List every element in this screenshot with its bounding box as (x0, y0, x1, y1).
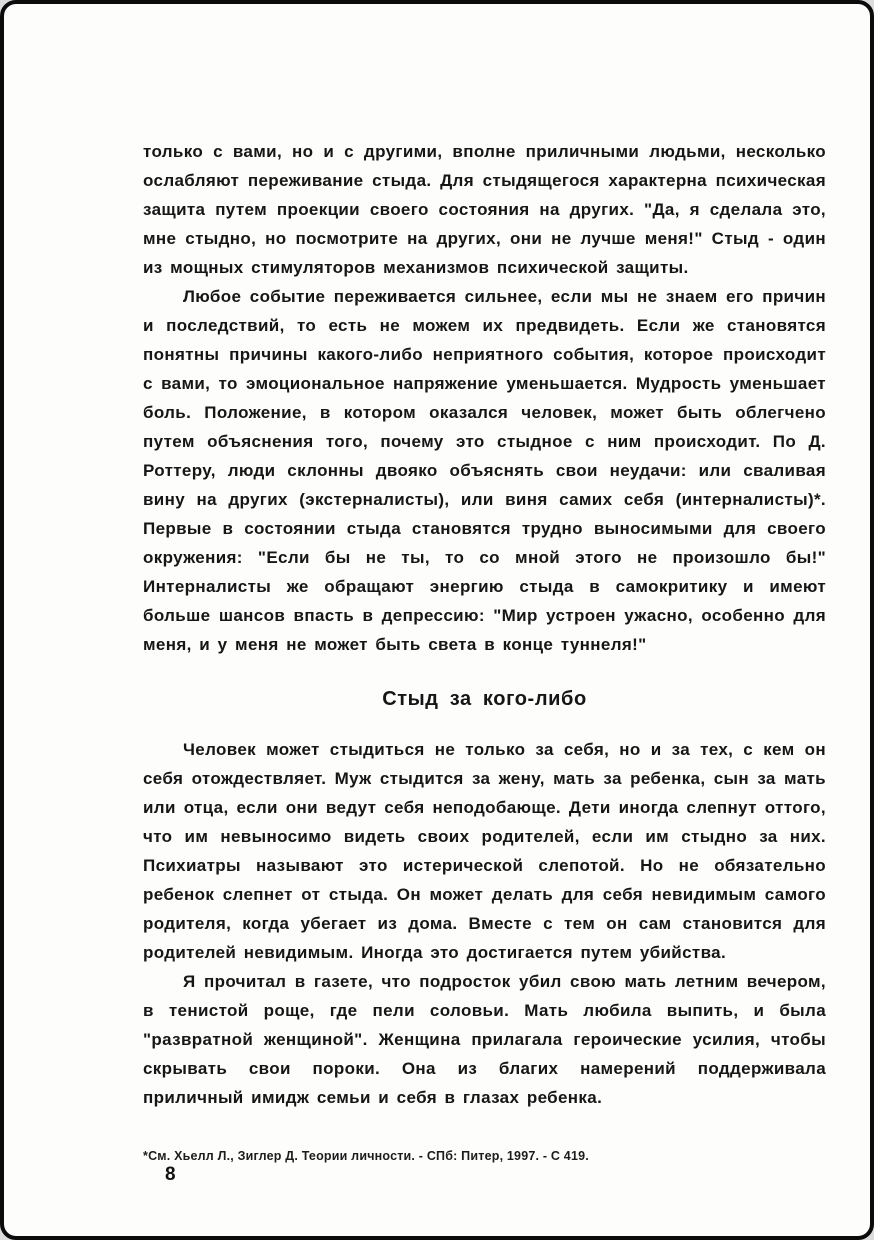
paragraph: Любое событие переживается сильнее, если мы не знаем его причин и последствий, то есть не можем их предвидеть. Если же становятся понятны причины какого-либо неприятного события, которое происходит с вами, то эмоциональное напряжение уменьшается. Мудрость уменьшает боль. Положение, в котором оказался человек, может быть облегчено путем объяснения того, почему это стыдное с ним происходит. По Д. Роттеру, люди склонны двояко объяснять свои неудачи: или сваливая вину на других (экстерналисты), или виня самих себя (интерналисты)*. Первые в состоянии стыда становятся трудно выносимыми для своего окружения: "Если бы не ты, то со мной этого не произошло бы!" Интерналисты же обращают энергию стыда в самокритику и имеют больше шансов впасть в депрессию: "Мир устроен ужасно, особенно для меня, и у меня не может быть света в конце туннеля!" (143, 287, 826, 654)
paragraph: Я прочитал в газете, что подросток убил свою мать летним вечером, в тенистой роще, где пели соловьи. Мать любила выпить, и была "развратной женщиной". Женщина прилагала героические усилия, чтобы скрывать свои пороки. Она из благих намерений поддерживала приличный имидж семьи и себя в глазах ребенка. (143, 972, 826, 1107)
section-heading: Стыд за кого-либо (382, 688, 587, 710)
paragraph: Человек может стыдиться не только за себя, но и за тех, с кем он себя отождествляет. Муж стыдится за жену, мать за ребенка, сын за мать или отца, если они ведут себя неподобающе. Дети иногда слепнут оттого, что им невыносимо видеть своих родителей, если им стыдно за них. Психиатры называют это истерической слепотой. Но не обязательно ребенок слепнет от стыда. Он может делать для себя невидимым самого родителя, когда убегает из дома. Вместе с тем он сам становится для родителей невидимым. Иногда это достигается путем убийства. (143, 740, 826, 962)
page-number: 8 (165, 1164, 176, 1185)
footnote: *См. Хьелл Л., Зиглер Д. Теории личности. - СПб: Питер, 1997. - С 419. (143, 1149, 589, 1163)
paragraph-continuation: только с вами, но и с другими, вполне приличными людьми, несколько ослабляют переживание стыда. Для стыдящегося характерна психическая защита путем проекции своего состояния на других. "Да, я сделала это, мне стыдно, но посмотрите на других, они не лучше меня!" Стыд - один из мощных стимуляторов механизмов психической защиты. (143, 142, 826, 277)
page-text-block (143, 137, 826, 1165)
